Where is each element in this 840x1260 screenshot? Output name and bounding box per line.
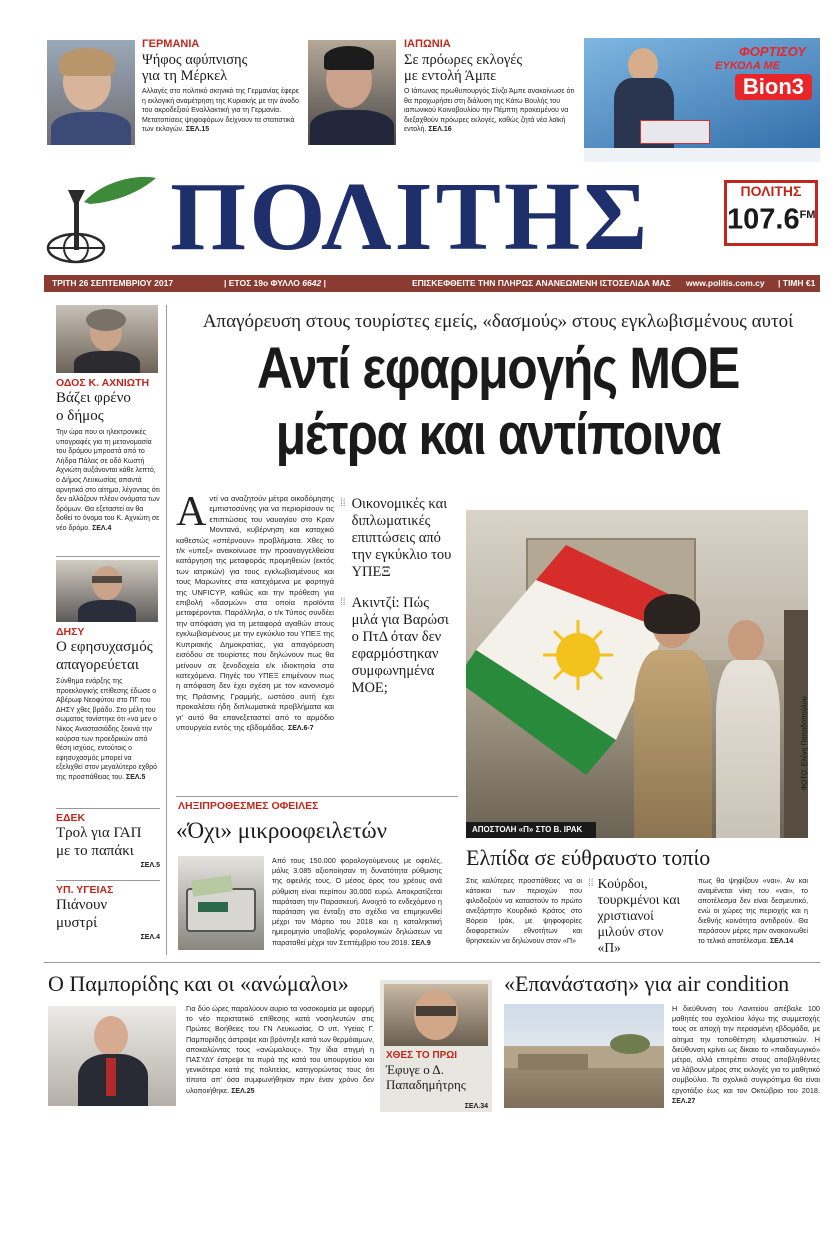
aircondition-body-text: Η διεύθυνση του Λανιτείου απέβαλε 100 μαθητές του σχολείου λόγω της συμμετοχής τους σε αποχή την περασμένη εβδομάδα, με αίτημα την τοποθέτηση κλιματιστικών. Η διεύθυνση κρίνει ως δίκαιο το «παιδαγωγικό» μέτρο, αλλά επιτρέπει στους αποβληθέντες να λάβουν μέρος στις εκλογές για το μαθητικό συμβούλιο. Το σχολικό συγκρότημα θα είναι εργοτάξιο έως και τον Οκτώβριο του 2018. [672,1004,820,1095]
pamporidis-body-text: Για δύο ώρες παραλύουν αυριο τα νοσοκομεία με αφορμή το νέο περιστατικό επίθεσης κατά νοσηλευτών στις Πρώτες Βοήθειες του ΓΝ Λευκωσίας. Ο υπ. Υγείας Γ. Παμπορίδης άστραψε και βρόντηξε κατά των θερμόαιμων, αποκαλώντας τους «ανώμαλους». Την ίδια στιγμή η ΠΑΣΥΔΥ έστρεψε τα πυρά της κατά του υπουργείου και γενικότερα κατά της πολιτείας, κατηγορώντας τους ότι τίποτα απ' όσα συμφωνήθηκαν πριν έναν χρόνο δεν υλοποιήθηκε. [186,1004,374,1095]
aircondition-headline[interactable]: «Επανάσταση» για air condition [504,971,790,996]
papadimitris-photo [384,984,488,1046]
money-counter-photo [178,856,264,950]
page-ref: ΣΕΛ.5 [126,773,146,781]
page-ref: ΣΕΛ.34 [464,1103,488,1110]
sidebar-story[interactable] [56,884,160,941]
iraq-headline[interactable]: Ελπίδα σε εύθραυστο τοπίο [466,845,711,870]
teaser-headline-line2: για τη Μέρκελ [142,68,228,84]
iraq-body-left-text: Στις καλύτερες προσπάθειες να οι κάτοικοι των περιοχών που φιλοδοξούν να καταστούν το πρώτο ανεξάρτητο Κουρδικό Κράτος στο Βόρειο Ιράκ, με ψηφοφορίες διοφορετικών εθνοτήτων και θρησκειών να δηλώνουν στον «Π» [466,876,582,945]
radio-promo[interactable] [724,180,818,246]
teaser-kicker: ΙΑΠΩΝΙΑ [404,38,451,50]
story-headline-line2: μυστρί [56,915,98,931]
story-kicker: ΕΔΕΚ [56,812,86,824]
teaser-body: Ο Ιάπωνας πρωθυπουργός Σίνζο Άμπε ανακοίνωσε ότι θα προχωρήσει στη διάλυση της Κάτω Βουλής του ιαπωνικού Κοινοβουλίου την Πέμπτη προκειμένου να διεξαχθούν πρόωρες εκλογές, καθώς ζητά νέα λαϊκή εντολή. [404,88,575,133]
page-ref: ΣΕΛ.9 [411,939,431,947]
photo-credit: ΦΩΤΟ: Ελένη Παπαδοπούλου [801,696,808,791]
story-headline-line1: Πιάνουν [56,897,108,913]
website-link[interactable]: www.politis.com.cy [686,278,765,288]
papadimitris-box[interactable] [380,980,492,1112]
page-ref: ΣΕΛ.15 [185,126,210,133]
ad-line2: ΕΥΚΟΛΑ ΜΕ [715,60,780,72]
page-ref: ΣΕΛ.4 [92,524,112,532]
iraq-body-right [698,876,808,947]
bullet-grid-icon: ⁞⁞ [340,597,346,608]
teaser-kicker: ΓΕΡΜΑΝΙΑ [142,38,200,50]
page-ref: ΣΕΛ.6-7 [288,724,314,732]
debts-body [272,856,442,949]
pamporidis-body [186,1004,374,1097]
sidebar-story[interactable] [56,812,160,869]
story-headline-line2: απαγορεύεται [56,657,139,673]
story-headline-line1: Βάζει φρένο [56,390,131,406]
school-photo [504,1004,664,1108]
papadimitris-headline-line2: Παπαδημήτρης [386,1077,466,1092]
pullquote-2: Ακιντζί: Πώς μιλά για Βαρώσι ο ΠτΔ όταν δεν εφαρμόστηκαν συμφωνημένα ΜΟΕ; [351,595,449,696]
website-promo: ΕΠΙΣΚΕΦΘΕΙΤΕ ΤΗΝ ΠΛΗΡΩΣ ΑΝΑΝΕΩΜΕΝΗ ΙΣΤΟΣΕΛΙΔΑ ΜΑΣ [412,278,671,288]
kurdistan-flag-photo [466,510,808,838]
lead-body [176,489,334,734]
page-ref: ΣΕΛ.27 [672,1097,696,1105]
pamporidis-headline[interactable]: Ο Παμπορίδης και οι «ανώμαλοι» [48,971,349,996]
bullet-grid-icon: ⁞⁞ [588,878,594,889]
issue-volume: ΕΤΟΣ 19ο ΦΥΛΛΟ [228,278,300,288]
lead-headline-line2: μέτρα και αντίποινα [275,402,721,467]
dateline-bar: ΤΡΙΤΗ 26 ΣΕΠΤΕΜΒΡΙΟΥ 2017 | ΕΤΟΣ 19ο ΦΥΛΛΟ 6642 | ΕΠΙΣΚΕΦΘΕΙΤΕ ΤΗΝ ΠΛΗΡΩΣ ΑΝΑΝΕΩΜΕΝΗ ΙΣΤΟΣΕΛΙΔΑ ΜΑΣ www.politis.com.cy | ΤΙΜΗ €1 [44,275,820,292]
bion3-ad[interactable] [584,38,820,162]
page-ref: ΣΕΛ.25 [231,1087,255,1095]
iraq-pullquote [588,876,690,956]
iraq-body-left [466,876,582,946]
sidebar-story[interactable] [56,377,160,534]
debts-headline[interactable]: «Όχι» μικροοφειλετών [176,818,388,843]
story-body: Την ώρα που οι ηλεκτρονικές υπογραφές για τη μετονομασία του δρόμου μπροστά από το Λήδρα Πάλας σε οδό Κωστή Αχνιώτη αυξάνονται κάθε λεπτό, ο Δήμος Λευκωσίας απαντά αρνητικά στο αίτημα, λέγοντας ότι δεν αλλάζουν πλέον ονόματα των δρόμων. Θα εξεταστεί αν θα δοθεί το όνομα του Κ. Αχνιώτη σε νέο δρόμο. [56,429,160,532]
radio-band: FM [799,209,816,221]
iraq-body-right-text: πως θα ψηφίζουν «ναι». Αν και αναμένεται νίκη του «ναι», το αποτέλεσμα δεν είναι δεσμευτικό, ενώ οι χώρες της περιοχής και η διεθνής κοινότητα αντιδρούν. Θα περάσουν μέρες πριν ανακοινωθεί το τελικό αποτέλεσμα. [698,876,808,945]
story-headline-line1: Τρολ για ΓΑΠ [56,825,142,841]
lead-overline: Απαγόρευση στους τουρίστες εμείς, «δασμούς» στους εγκλωβισμένους αυτοί [202,311,794,332]
abe-photo [308,40,396,145]
papadimitris-kicker: ΧΘΕΣ ΤΟ ΠΡΩΙ [386,1050,458,1061]
debts-kicker: ΛΗΞΙΠΡΟΘΕΣΜΕΣ ΟΦΕΙΛΕΣ [178,800,319,812]
pullquote-1: Οικονομικές και διπλωματικές επιπτώσεις από την εγκύκλιο του ΥΠΕΞ [351,496,452,580]
page-ref: ΣΕΛ.4 [140,934,160,941]
sidebar-story[interactable] [56,626,160,783]
issue-price: ΤΙΜΗ €1 [782,278,816,288]
page-ref: ΣΕΛ.16 [428,126,452,133]
issue-number: 6642 [302,278,322,288]
bullet-grid-icon: ⁞⁞ [340,498,346,509]
lead-pullquotes [340,496,458,697]
merkel-photo [47,40,135,145]
radio-frequency: 107.6 [727,203,800,236]
issue-date: ΤΡΙΤΗ 26 ΣΕΠΤΕΜΒΡΙΟΥ 2017 [52,278,174,288]
pamporidis-photo [48,1006,176,1106]
story-kicker: ΟΔΟΣ Κ. ΑΧΝΙΩΤΗ [56,377,150,389]
teaser-headline-line1: Σε πρόωρες εκλογές [404,52,523,68]
papadimitris-headline-line1: Έφυγε ο Δ. [386,1062,444,1077]
ad-line1: ΦΟΡΤΙΣΟΥ [739,44,806,59]
lead-headline-line1: Αντί εφαρμογής ΜΟΕ [256,336,740,401]
story-kicker: ΔΗΣΥ [56,626,85,638]
aircondition-body [672,1004,820,1107]
achniotis-photo [56,305,158,373]
page-ref: ΣΕΛ.5 [140,862,160,869]
teaser-body: Αλλαγές στο πολιτικό σκηνικό της Γερμανίας έφερε η εκλογική αναμέτρηση της Κυριακής με την άνοδο του ακροδεξιού Εναλλακτική για τη Γερμανία. Μετατοπίσεις ψηφοφόρων δείχνουν τα στατιστικά των εκλογών. [142,88,299,133]
teaser-headline-line2: με εντολή Άμπε [404,68,497,84]
page-ref: ΣΕΛ.14 [769,938,794,945]
debts-body-text: Από τους 150.000 φορολογούμενους με οφειλές, μόλις 3.085 αξιοποίησαν τη δυνατότητα ρύθμισης της οφειλής τους. Ο μέσος όρος του χρέους ανά ρύθμιση είναι περίπου 30.000 ευρώ. Αποκρατίζεται παράταση την Παρασκευή. Ανοιχτό το ενδεχόμενο η παράταση για ένταξη στο σχέδιο να επιμηκυνθεί μέχρι τον Μάρτιο του 2018 και η καταληκτική ημερομηνία υποβολής φορολογικών δηλώσεων να παραταθεί μέχρι τον Σεπτέμβριο του 2018. [272,856,442,947]
radio-name: ΠΟΛΙΤΗΣ [740,183,802,199]
iraq-pullquote-text: Κούρδοι, τουρκμένοι και χριστιανοί μιλούν στον «Π» [597,876,681,955]
story-kicker: ΥΠ. ΥΓΕΙΑΣ [56,884,114,896]
ad-brand: Bion3 [735,74,812,100]
averof-photo [56,560,158,622]
lead-body-text: ντί να αναζητούν μέτρα οικοδόμησης εμπιστοσύνης για να περιορίσουν τις επιπτώσεις του ναυαγίου στο Κραν Μοντανά, κυβέρνηση και κατοχικό καθεστώς «σπέρνουν» προβλήματα. Χθες το τ/κ «υπεξ» ανακοίνωσε την προαναγγελθείσα κατάργηση της μεταφοράς προμηθειών (εκτός των ιατρικών) για τους εγκλωβισμένους και τους Μαρωνίτες στα κατεχόμενα με φορτηγά της UNFICYP, καθώς και την πρόθεση για επιβολή «δασμών» στα οποία προϊόντα μεταφέρονται. Παράλληλα, ο τ/κ Τύπος συνδέει την απόφαση για τη μεταφορά αγαθών στους εγκλωβισμένους με την εγκύκλιο του ΥΠΕΞ της Κυπριακής Δημοκρατίας, για απαγόρευση εισόδου σε τουρίστες που δηλώνουν πως θα μείνουν σε ξενοδοχεία ε/κ ιδιοκτησία στα κατεχόμενα. Πηγές του ΥΠΕΞ επιμένουν πως η απόφαση δεν έχει σχέση με τον κανονισμό της Πράσινης Γραμμής, ωστόσο αυτή έχει προκαλέσει ήδη διπλωματικά προβλήματα και γι' αυτό θα επανεξεταστεί από το αρμόδιο υπουργεία εντός της εβδομάδας. [176,494,334,732]
photo-caption: ΑΠΟΣΤΟΛΗ «Π» ΣΤΟ Β. ΙΡΑΚ [466,822,596,838]
teaser-headline-line1: Ψήφος αφύπνισης [142,52,248,68]
dropcap: Α [176,489,207,535]
masthead-logo-icon [44,172,162,266]
teaser-germany[interactable] [142,38,302,135]
teaser-japan[interactable] [404,38,576,135]
story-headline-line1: Ο εφησυχασμός [56,639,153,655]
story-headline-line2: με το παπάκι [56,843,134,859]
masthead-title[interactable]: ΠΟΛΙΤΗΣ [170,163,651,271]
story-headline-line2: ο δήμος [56,408,104,424]
lead-headline[interactable] [176,336,820,468]
story-body: Σύνθημα ενάρξης της προεκλογικής επίθεσης έδωσε ο Αβέρωφ Νεοφύτου στο ΠΓ του ΔΗΣΥ χθες βράδυ. Στο μέλη του σωματος τονίστηκε ότι «να μεν ο Νίκος Αναστασιάδης ξεκινά την κούρσα των προεδρικών από θέση ισχύος, εντούτοις ο εφησυχασμός μπορεί να εξελιχθεί στον μεγαλύτερο εχθρό της προσπάθειας του. [56,678,158,781]
